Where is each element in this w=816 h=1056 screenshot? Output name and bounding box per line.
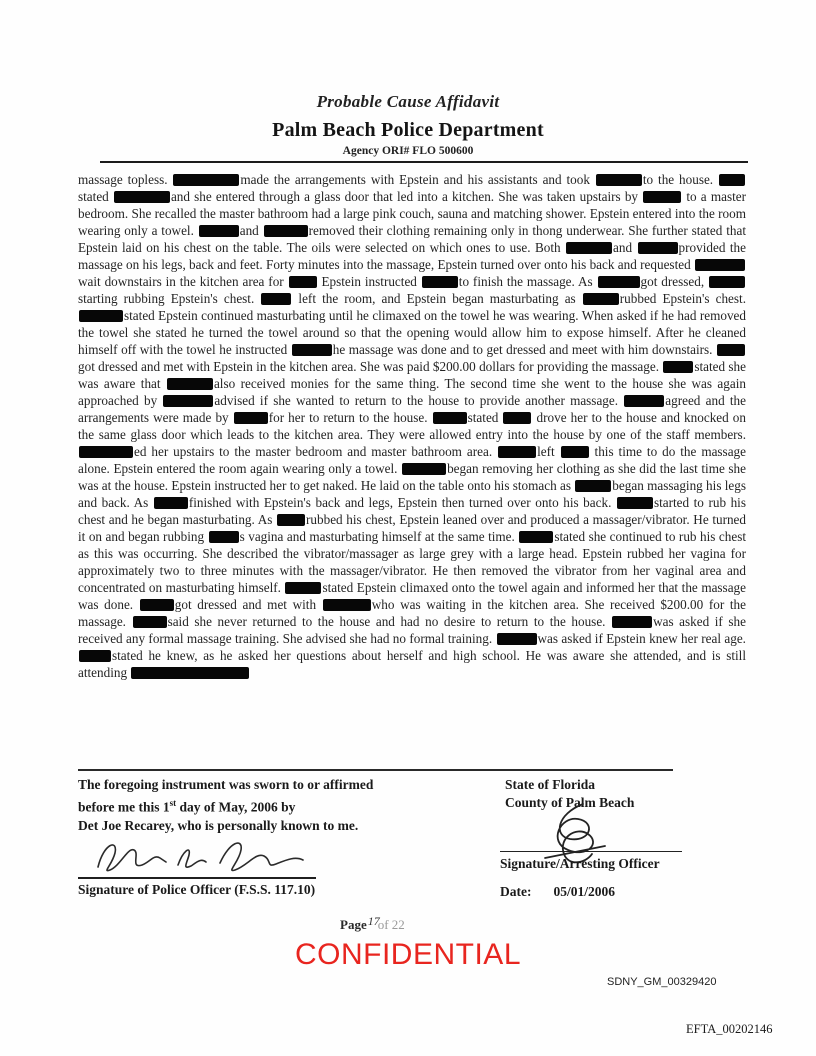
redaction-bar — [695, 259, 745, 271]
redaction-bar — [264, 225, 308, 237]
redaction-bar — [519, 531, 553, 543]
redaction-bar — [79, 310, 123, 322]
police-officer-signature — [88, 833, 313, 879]
sworn-statement-line-3: Det Joe Recarey, who is personally known to me. — [78, 817, 359, 833]
confidential-stamp: CONFIDENTIAL — [294, 938, 522, 971]
redaction-bar — [624, 395, 664, 407]
redaction-bar — [566, 242, 612, 254]
footer-rule — [78, 769, 673, 771]
arresting-signature-label: Signature/Arresting Officer — [500, 856, 660, 871]
document-title: Probable Cause Affidavit — [316, 92, 500, 111]
redaction-bar — [79, 446, 133, 458]
county-line: County of Palm Beach — [505, 795, 635, 810]
redaction-bar — [719, 174, 745, 186]
redaction-bar — [638, 242, 678, 254]
redaction-bar — [422, 276, 458, 288]
redaction-bar — [663, 361, 693, 373]
redaction-bar — [433, 412, 467, 424]
redaction-bar — [596, 174, 642, 186]
redaction-bar — [575, 480, 611, 492]
redaction-bar — [598, 276, 640, 288]
document-header — [0, 92, 816, 157]
page-of-total: of 22 — [377, 917, 405, 932]
state-line: State of Florida — [505, 777, 595, 792]
date-label: Date: — [500, 884, 532, 899]
redaction-bar — [292, 344, 332, 356]
handwritten-page-number: 17 — [367, 914, 380, 928]
redaction-bar — [323, 599, 371, 611]
police-signature-line — [78, 877, 316, 879]
header-rule — [100, 161, 748, 163]
redaction-bar — [79, 650, 111, 662]
affidavit-body: massage topless. made the arrangements with Epstein and his assistants and took to the house. stated and she entered through a glass door that led into a kitchen. She was taken upstairs by to a master bedroom. She recalled the master bathroom had a large pink couch, sauna and matching shower. Epstein entered into the room wearing only a towel. and removed their clothing remaining only in thong underwear. She further stated that Epstein laid on his chest on the table. The oils were selected on which ones to use. Both and provided the massage on his legs, back and feet. Forty minutes into the massage, Epstein turned over onto his back and requested wait downstairs in the kitchen area for Epstein instructed to finish the massage. As got dressed, starting rubbing Epstein's chest. left the room, and Epstein began masturbating as rubbed Epstein's chest. stated Epstein continued masturbating until he climaxed on the towel he was wearing. When asked if he had removed the towel she stated he turned the towel around so that the opening would allow him to expose himself. After he cleaned himself off with the towel he instructed he massage was done and to get dressed and meet with him downstairs. got dressed and met with Epstein in the kitchen area. She was paid $200.00 dollars for providing the massage. stated she was aware that also received monies for the same thing. The second time she went to the house she was again approached by advised if she wanted to return to the house to provide another massage. agreed and the arrangements were made by for her to return to the house. stated drove her to the house and knocked on the same glass door which leads to the kitchen area. They were allowed entry into the house by one of the staff members. ed her upstairs to the master bedroom and master bathroom area. left this time to do the massage alone. Epstein entered the room again wearing only a towel. began removing her clothing as she did the last time she was at the house. Epstein instructed her to get naked. He laid on the table onto his stomach as began massaging his legs and back. As finished with Epstein's back and legs, Epstein then turned over onto his back. started to rub his chest and he began masturbating. As rubbed his chest, Epstein leaned over and produced a massager/vibrator. He turned it on and began rubbing s vagina and masturbating himself at the same time. stated she continued to rub his chest as this was occurring. She described the vibrator/massager as large grey with a large head. Epstein rubbed her vagina for approximately two to three minutes with the massager/vibrator. He then removed the vibrator from her vaginal area and concentrated on masturbating himself. stated Epstein climaxed onto the towel again and informed her that the massage was done. got dressed and met with who was waiting in the kitchen area. She received $200.00 for the massage. said she never returned to the house and had no desire to return to the house. was asked if she received any formal massage training. She advised she had no formal training. was asked if Epstein knew her real age. stated he knew, as he asked her questions about herself and high school. He was aware she attended, and is still attending — [78, 172, 747, 680]
redaction-bar — [643, 191, 681, 203]
redaction-bar — [402, 463, 446, 475]
bates-number-sdny: SDNY_GM_00329420 — [607, 976, 717, 988]
redaction-bar — [209, 531, 239, 543]
redaction-bar — [140, 599, 174, 611]
agency-ori-number: Agency ORI# FLO 500600 — [342, 145, 474, 157]
redaction-bar — [285, 582, 321, 594]
police-signature-label: Signature of Police Officer (F.S.S. 117.10) — [78, 882, 316, 897]
redaction-bar — [154, 497, 188, 509]
arresting-signature-line — [500, 851, 682, 852]
redaction-bar — [234, 412, 268, 424]
redaction-bar — [497, 633, 537, 645]
redaction-bar — [717, 344, 745, 356]
bates-number-efta: EFTA_00202146 — [686, 1022, 773, 1036]
redaction-bar — [289, 276, 317, 288]
sworn-statement-line-2: before me this 1st day of May, 2006 by — [78, 798, 296, 815]
sworn-statement-block — [78, 776, 418, 835]
date-line — [500, 884, 615, 900]
redaction-bar — [277, 514, 305, 526]
page-label: Page — [340, 917, 367, 932]
redaction-bar — [583, 293, 619, 305]
redaction-bar — [612, 616, 652, 628]
redaction-bar — [167, 378, 213, 390]
redaction-bar — [114, 191, 170, 203]
redaction-bar — [503, 412, 531, 424]
redaction-bar — [199, 225, 239, 237]
redaction-bar — [131, 667, 249, 679]
department-name: Palm Beach Police Department — [272, 119, 544, 141]
redaction-bar — [133, 616, 167, 628]
redaction-bar — [163, 395, 213, 407]
page-number — [340, 914, 405, 933]
sworn-statement-line-1: The foregoing instrument was sworn to or affirmed — [78, 777, 374, 792]
redaction-bar — [261, 293, 291, 305]
redaction-bar — [617, 497, 653, 509]
redaction-bar — [561, 446, 589, 458]
redaction-bar — [709, 276, 745, 288]
redaction-bar — [173, 174, 239, 186]
date-value: 05/01/2006 — [553, 884, 615, 899]
redaction-bar — [498, 446, 536, 458]
